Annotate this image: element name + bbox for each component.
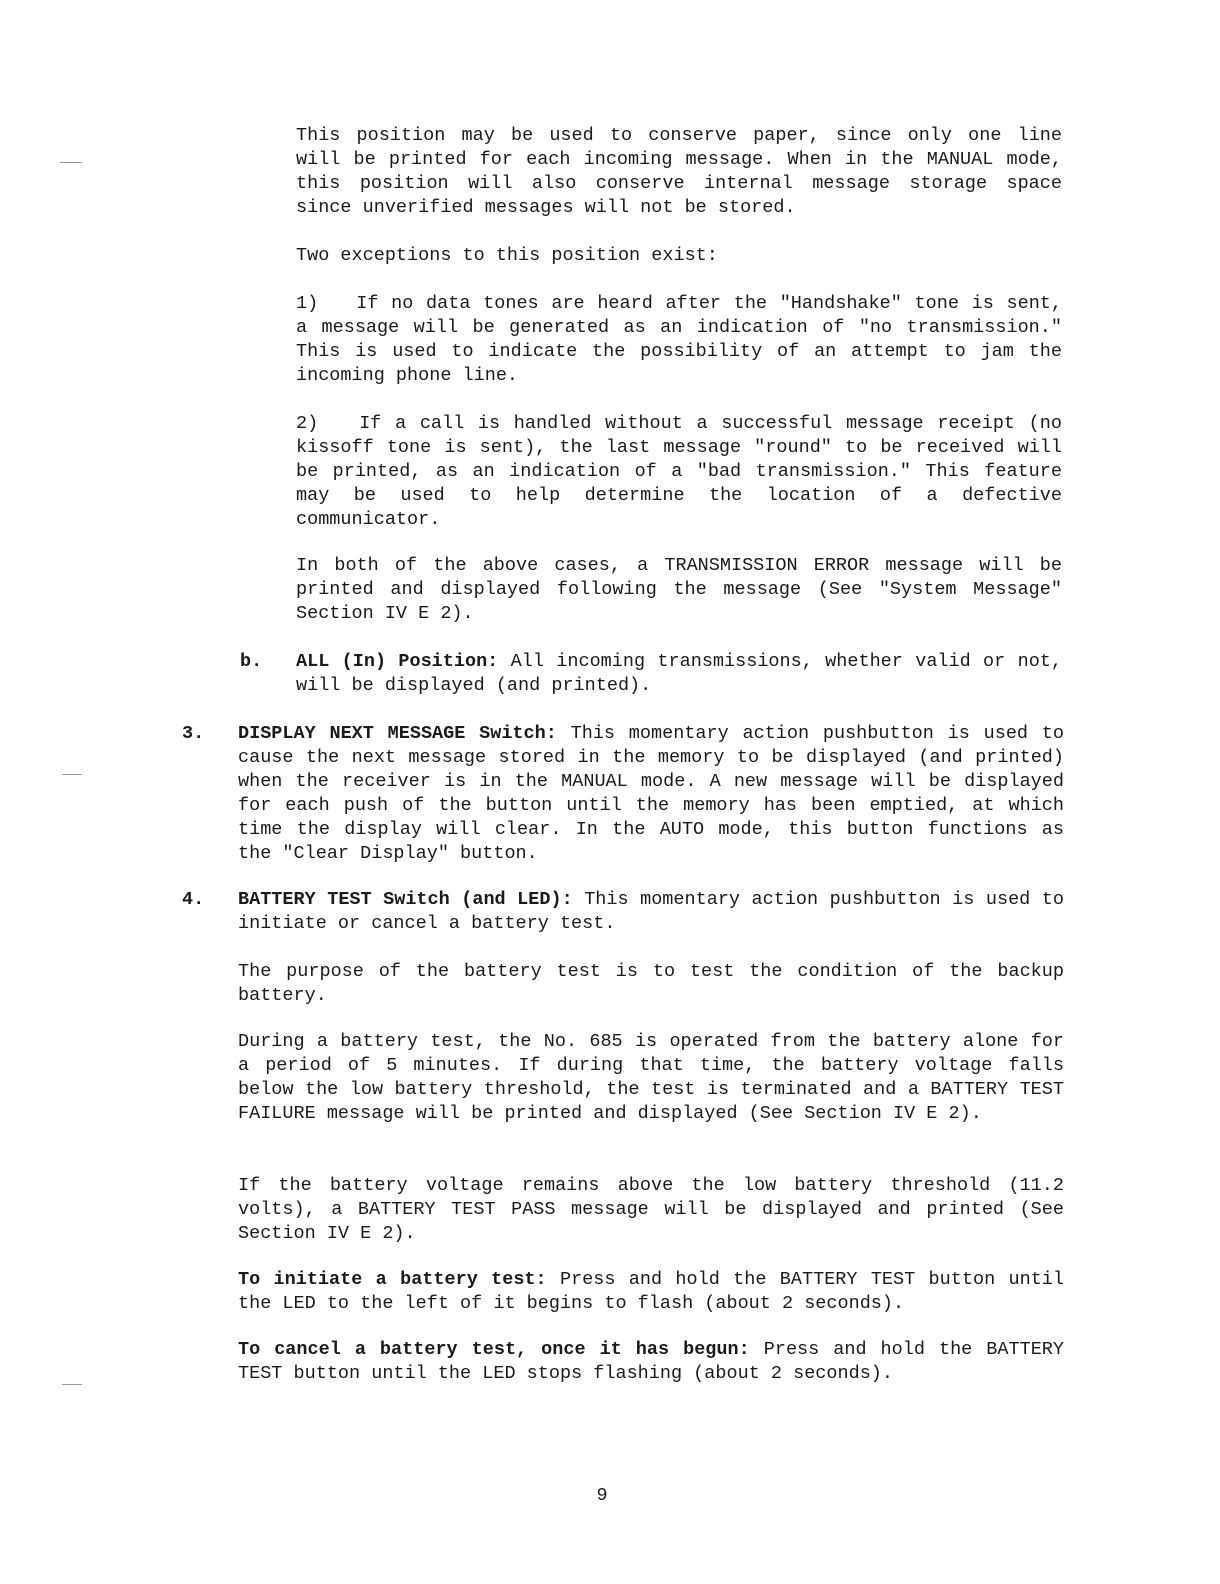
initiate-title: To initiate a battery test: [238,1269,547,1290]
scan-mark [62,1384,82,1385]
exception-2-number: 2) [296,413,319,434]
exception-2 [296,412,1062,532]
paragraph-conserve: This position may be used to conserve paper, since only one line will be printed for each incoming message. When in the MANUAL mode, this position will also conserve internal message storage space since unverified messages will not be stored. [296,125,1062,218]
paragraph-exceptions: Two exceptions to this position exist: [296,245,718,266]
item-b-label: b. [240,651,263,672]
paragraph-purpose: The purpose of the battery test is to test the condition of the backup battery. [238,961,1064,1006]
section-3-title: DISPLAY NEXT MESSAGE Switch: [238,723,557,744]
cancel-text: Press and hold the BATTERY TEST button until the LED stops flashing (about 2 seconds). [238,1339,1064,1384]
initiate-instructions [238,1268,1064,1316]
cancel-instructions [238,1338,1064,1386]
scan-mark [62,774,82,775]
section-4-title: BATTERY TEST Switch (and LED): [238,889,573,910]
scan-mark [60,162,82,163]
section-4 [238,888,1064,936]
cancel-title: To cancel a battery test, once it has begun: [238,1339,750,1360]
exception-1-text: If no data tones are heard after the "Handshake" tone is sent, a message will be generated as an indication of "no transmission." This is used to indicate the possibility of an attempt to jam the incoming phone line. [296,293,1063,386]
section-3 [238,722,1064,866]
page-number: 9 [596,1485,608,1506]
exception-1-number: 1) [296,293,319,314]
paragraph-during-test: During a battery test, the No. 685 is operated from the battery alone for a period of 5 minutes. If during that time, the battery voltage falls below the low battery threshold, the test is terminated and a BATTERY TEST FAILURE message will be printed and displayed (See Section IV E 2). [238,1031,1064,1124]
paragraph-both-cases: In both of the above cases, a TRANSMISSION ERROR message will be printed and displayed following the message (See "System Message" Section IV E 2). [296,555,1062,624]
exception-1 [296,292,1062,388]
initiate-text: Press and hold the BATTERY TEST button until the LED to the left of it begins to flash (about 2 seconds). [238,1269,1064,1314]
item-b-title: ALL (In) Position: [296,651,499,672]
section-3-text: This momentary action pushbutton is used to cause the next message stored in the memory to be displayed (and printed) when the receiver is in the MANUAL mode. A new message will be displayed for each push of the button until the memory has been emptied, at which time the display will clear. In the AUTO mode, this button functions as the "Clear Display" button. [238,723,1064,864]
section-4-text: This momentary action pushbutton is used to initiate or cancel a battery test. [238,889,1064,934]
section-3-label: 3. [182,723,205,744]
item-b [296,650,1062,698]
exception-2-text: If a call is handled without a successful message receipt (no kissoff tone is sent), the last message "round" to be received will be printed, as an indication of a "bad transmission." This feature may be used to help determine the location of a defective communicator. [296,413,1062,530]
paragraph-voltage-remains: If the battery voltage remains above the low battery threshold (11.2 volts), a BATTERY TEST PASS message will be displayed and printed (See Section IV E 2). [238,1175,1064,1244]
item-b-text: All incoming transmissions, whether valid or not, will be displayed (and printed). [296,651,1062,696]
section-4-label: 4. [182,889,205,910]
